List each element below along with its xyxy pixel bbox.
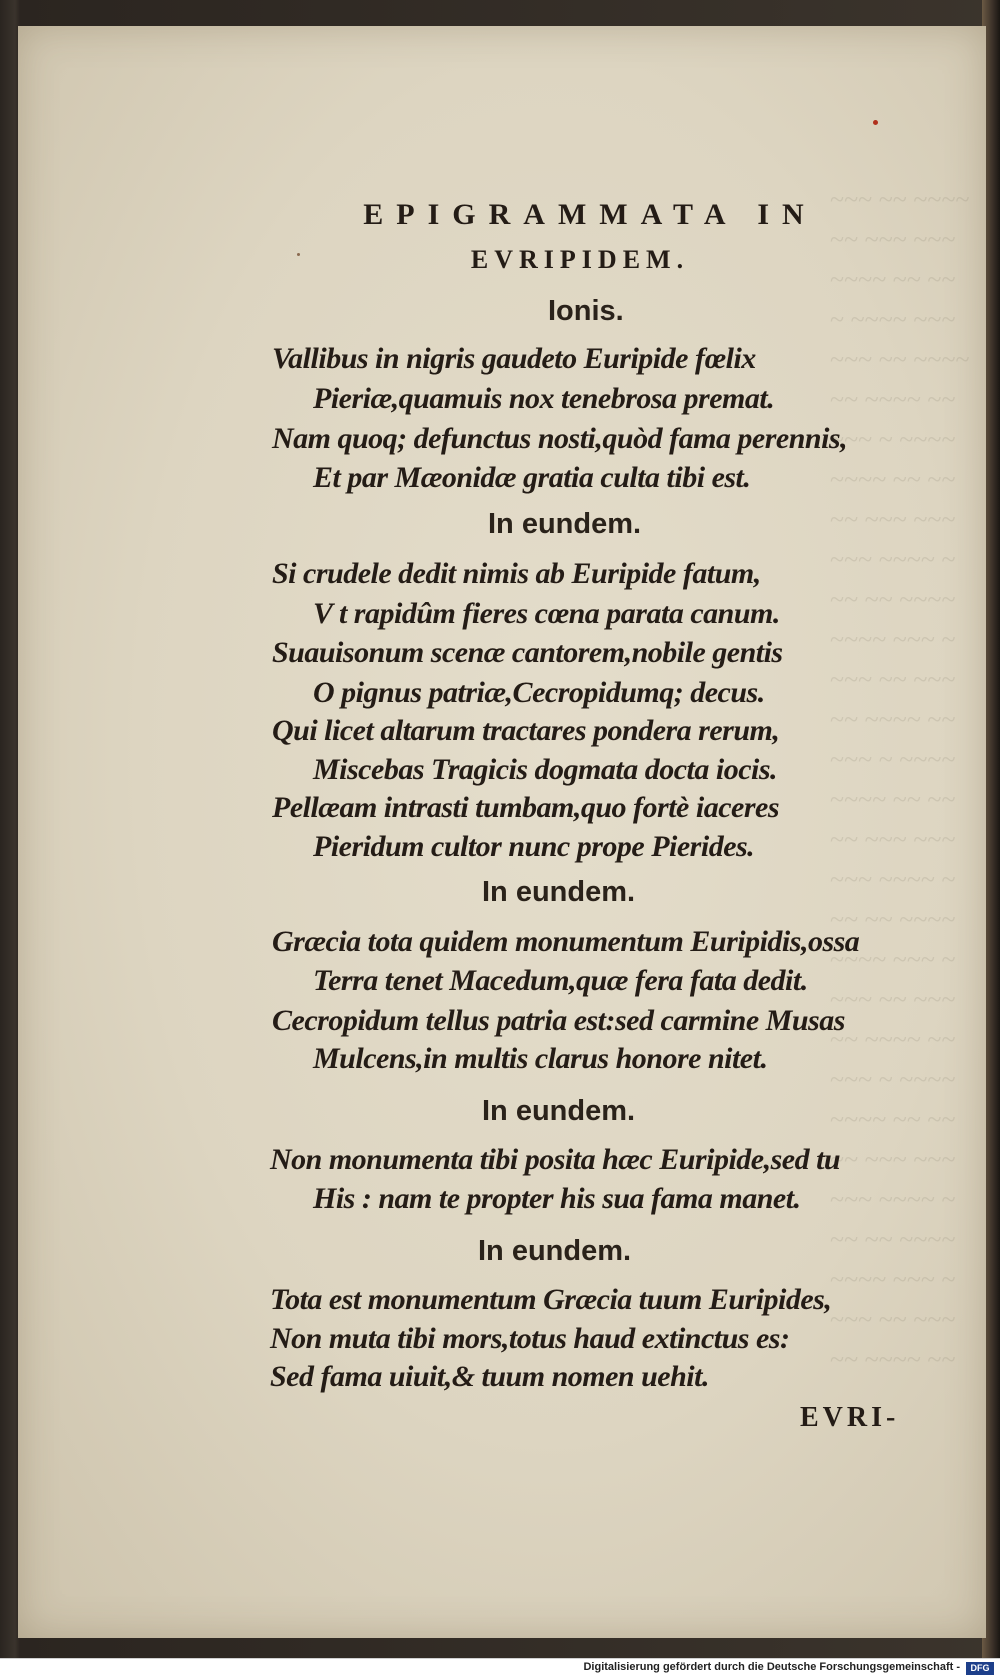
verse-line: Cecropidum tellus patria est:sed carmine Musas xyxy=(272,1004,845,1037)
verse-line: V t rapidûm fieres cœna parata canum. xyxy=(313,597,780,630)
verse-line: Si crudele dedit nimis ab Euripide fatum, xyxy=(272,557,761,590)
verse-line: Et par Mæonidæ gratia culta tibi est. xyxy=(313,461,751,494)
verse-line: O pignus patriæ,Cecropidumq; decus. xyxy=(313,676,765,709)
verse-line: Pieriæ,quamuis nox tenebrosa premat. xyxy=(313,382,775,415)
verse-line: Suauisonum scenæ cantorem,nobile gentis xyxy=(272,636,783,669)
verse-line: Pieridum cultor nunc prope Pierides. xyxy=(313,830,755,863)
footer-credit: Digitalisierung gefördert durch die Deutsche Forschungsgemeinschaft - xyxy=(583,1661,960,1673)
verse-line: Græcia tota quidem monumentum Euripidis,ossa xyxy=(272,925,860,958)
page-subtitle: EVRIPIDEM. xyxy=(470,245,690,274)
section-heading: In eundem. xyxy=(482,876,636,908)
verse-line: Tota est monumentum Græcia tuum Euripides, xyxy=(270,1283,832,1316)
verse-line: Sed fama uiuit,& tuum nomen uehit. xyxy=(270,1360,709,1393)
digitization-footer xyxy=(0,1658,1000,1679)
verse-line: Terra tenet Macedum,quæ fera fata dedit. xyxy=(313,964,808,997)
page-title: EPIGRAMMATA IN xyxy=(363,198,817,231)
dfg-logo: DFG xyxy=(966,1662,994,1675)
verse-line: Miscebas Tragicis dogmata docta iocis. xyxy=(313,753,778,786)
verse-line: Vallibus in nigris gaudeto Euripide fœlix xyxy=(272,342,756,375)
catchword: EVRI- xyxy=(800,1402,900,1433)
section-heading: Ionis. xyxy=(548,295,624,327)
verse-line: Mulcens,in multis clarus honore nitet. xyxy=(313,1042,768,1075)
section-heading: In eundem. xyxy=(482,1095,636,1127)
verse-line: Pellæam intrasti tumbam,quo fortè iaceres xyxy=(272,791,780,824)
show-through-texture: ~~~ ~~ ~~~~ ~~ ~~~ ~~~ ~~~~ ~~ ~~ ~ ~~~~ ~~~ ~~~ ~~ ~~~~ ~~ ~~~~ ~~ ~~~ ~ ~~~~ ~~~~ ~~ ~~ ~~ ~~~ ~~~ ~~~ ~~~~ ~ ~~ ~~ ~~~~ ~~~~ ~~~ ~ ~~~ ~~ ~~~ ~~ ~~~~ ~~ ~~~ ~ ~~~~ ~~~~ ~~ ~~ ~~ ~~~ ~~~ ~~~ ~~~~ ~ ~~ ~~ ~~~~ ~~~~ ~~~ ~ ~~~ ~~ ~~~ ~~ ~~~~ ~~ ~~~ ~ ~~~~ ~~~~ ~~ ~~ ~~ ~~~ ~~~ ~~~ ~~~~ ~ ~~ ~~ ~~~~ ~~~~ ~~~ ~ ~~~ ~~ ~~~ ~~ ~~~~ ~~ xyxy=(830,185,970,1374)
verse-line: Non muta tibi mors,totus haud extinctus es: xyxy=(270,1322,790,1355)
verse-line: Qui licet altarum tractares pondera rerum, xyxy=(272,714,780,747)
section-heading: In eundem. xyxy=(488,508,642,540)
verse-line: Non monumenta tibi posita hæc Euripide,sed tu xyxy=(270,1143,841,1176)
verse-line: Nam quoq; defunctus nosti,quòd fama perennis, xyxy=(272,422,848,455)
section-heading: In eundem. xyxy=(478,1235,632,1267)
verse-line: His : nam te propter his sua fama manet. xyxy=(313,1182,801,1215)
